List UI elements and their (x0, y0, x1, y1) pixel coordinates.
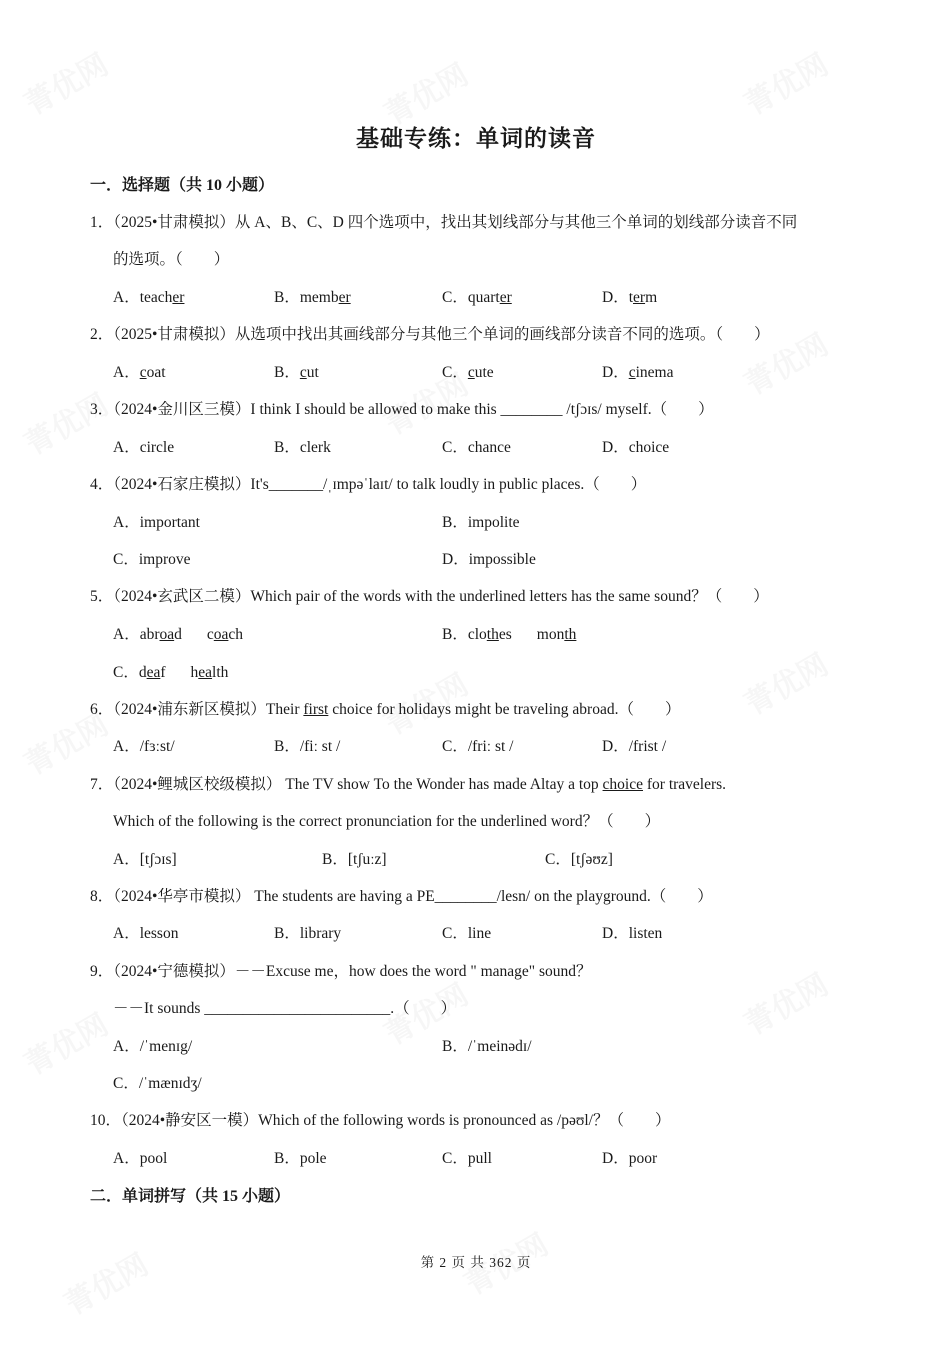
option[interactable]: B．pole (274, 1150, 327, 1167)
option[interactable]: B．cut (274, 364, 319, 381)
option[interactable]: D．listen (602, 925, 663, 942)
option[interactable]: C．deaf health (113, 664, 229, 681)
question-stem: 3．（2024•金川区三模）I think I should be allowed to make this ________ /tʃɔɪs/ myself.（ ） (90, 401, 714, 418)
question-stem: 9．（2024•宁德模拟）－－Excuse me，how does the word " manage" sound？ (90, 963, 592, 980)
option[interactable]: C．chance (442, 439, 511, 456)
watermark (15, 1000, 115, 1083)
question-stem: 1．（2025•甘肃模拟）从 A、B、C、D 四个选项中，找出其划线部分与其他三个单词的划线部分读音不同 (90, 214, 798, 231)
option[interactable]: D．impossible (442, 551, 536, 568)
question-stem: 4．（2024•石家庄模拟）It's_______/ˌɪmpəˈlaɪt/ to talk loudly in public places.（ ） (90, 476, 647, 493)
options-row (113, 660, 873, 682)
option[interactable]: C．line (442, 925, 492, 942)
question-stem: 7．（2024•鲤城区校级模拟） The TV show To the Wonder has made Altay a top choice for travelers. (90, 776, 727, 793)
section-heading-choice: 一．选择题（共 10 小题） (90, 177, 275, 194)
option[interactable]: A．lesson (113, 925, 179, 942)
option[interactable]: C．improve (113, 551, 191, 568)
option[interactable]: D．term (602, 289, 658, 306)
option[interactable]: B．member (274, 289, 351, 306)
watermark (15, 380, 115, 463)
option[interactable]: B．clerk (274, 439, 331, 456)
option[interactable]: B．/fiː st / (274, 738, 341, 755)
options-row (113, 847, 873, 869)
options-row (113, 622, 873, 644)
options-row (113, 285, 873, 307)
option[interactable]: C．/ˈmænɪdʒ/ (113, 1075, 202, 1092)
question-stem: 6．（2024•浦东新区模拟）Their first choice for holidays might be traveling abroad.（ ） (90, 701, 681, 718)
options-row (113, 1146, 873, 1168)
options-row (113, 1071, 873, 1093)
option[interactable]: B．[tʃuːz] (322, 851, 387, 868)
question-stem-continued: Which of the following is the correct pronunciation for the underlined word？（ ） (113, 813, 661, 830)
option[interactable]: B．clothes month (442, 626, 577, 643)
option[interactable]: A．/fɜːst/ (113, 738, 175, 755)
option[interactable]: B．library (274, 925, 342, 942)
option[interactable]: A．[tʃɔɪs] (113, 851, 177, 868)
options-row (113, 435, 873, 457)
page-title: 基础专练：单词的读音 (356, 126, 596, 151)
option[interactable]: A．coat (113, 364, 166, 381)
option[interactable]: A．important (113, 514, 200, 531)
watermark (735, 960, 835, 1043)
option[interactable]: C．/friː st / (442, 738, 514, 755)
options-row (113, 734, 873, 756)
option[interactable]: D．cinema (602, 364, 674, 381)
watermark (735, 40, 835, 123)
option[interactable]: C．quarter (442, 289, 512, 306)
options-row (113, 547, 873, 569)
option[interactable]: A．pool (113, 1150, 168, 1167)
option[interactable]: D．/frist / (602, 738, 667, 755)
option[interactable]: A．teacher (113, 289, 185, 306)
question-stem: 2．（2025•甘肃模拟）从选项中找出其画线部分与其他三个单词的画线部分读音不同的选项。（ ） (90, 326, 770, 343)
option[interactable]: D．choice (602, 439, 670, 456)
watermark (15, 40, 115, 123)
question-stem-continued: 的选项。（ ） (113, 251, 230, 268)
option[interactable]: B．impolite (442, 514, 520, 531)
option[interactable]: B．/ˈmeinədɪ/ (442, 1038, 532, 1055)
option[interactable]: C．[tʃəʊz] (545, 851, 613, 868)
options-row (113, 510, 873, 532)
option[interactable]: C．cute (442, 364, 494, 381)
options-row (113, 1034, 873, 1056)
question-stem: 5．（2024•玄武区二模）Which pair of the words with the underlined letters has the same sound？（ ） (90, 588, 769, 605)
section-heading-spelling: 二．单词拼写（共 15 小题） (90, 1188, 291, 1205)
options-row (113, 360, 873, 382)
option[interactable]: A．/ˈmenɪg/ (113, 1038, 193, 1055)
option[interactable]: A．abroad coach (113, 626, 244, 643)
question-stem-continued: －－It sounds ________________________.（ ） (113, 1000, 457, 1017)
option[interactable]: A．circle (113, 439, 175, 456)
option[interactable]: D．poor (602, 1150, 658, 1167)
question-stem: 8．（2024•华亭市模拟） The students are having a PE________/lesn/ on the playground.（ ） (90, 888, 713, 905)
option[interactable]: C．pull (442, 1150, 492, 1167)
watermark (735, 640, 835, 723)
options-row (113, 921, 873, 943)
page-footer: 第 2 页 共 362 页 (420, 1255, 532, 1270)
question-stem: 10．（2024•静安区一模）Which of the following words is pronounced as /pəʊl/？（ ） (90, 1112, 671, 1129)
